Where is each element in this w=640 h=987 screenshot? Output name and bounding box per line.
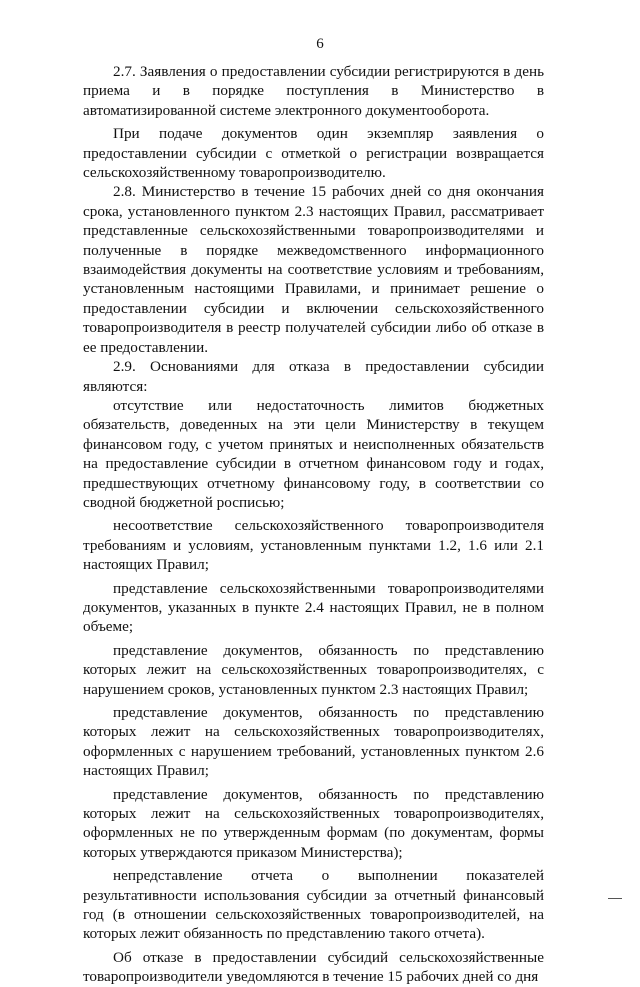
refusal-reason-budget-limits: отсутствие или недостаточность лимитов бюджетных обязательств, доведенных на эти цели Министерству в текущем финансовом году, с учетом принятых и неисполненных обязательств на предоставление субсидии в отчетном финансовом году и годах, предшествующих отчетному финансовому году, в соответствии со сводной бюджетной росписью; (83, 396, 544, 511)
refusal-reason-improper-format: представление документов, обязанность по представлению которых лежит на сельскохозяйственных товаропроизводителях, оформленных с нарушением требований, установленных пунктом 2.6 настоящих Правил; (83, 704, 544, 780)
paragraph-2-7: 2.7. Заявления о предоставлении субсидии регистрируются в день приема и в порядке поступления в Министерство в автоматизированной системе электронного документооборота. (83, 63, 544, 119)
paragraph-2-8: 2.8. Министерство в течение 15 рабочих дней со дня окончания срока, установленного пунктом 2.3 настоящих Правил, рассматривает представленные сельскохозяйственными товаропроизводителями и полученные в порядке межведомственного информационного взаимодействия документы на соответствие условиям и требованиям, установленным настоящими Правилами, и принимает решение о предоставлении субсидии и включении сельскохозяйственного товаропроизводителя в реестр получателей субсидии либо об отказе в ее предоставлении. (83, 183, 544, 356)
paragraph-refusal-notice: Об отказе в предоставлении субсидий сельскохозяйственные товаропроизводители уведомляются в течение 15 рабочих дней со дня (83, 948, 544, 986)
page-edge-mark (608, 898, 622, 899)
refusal-reason-unapproved-forms: представление документов, обязанность по представлению которых лежит на сельскохозяйственных товаропроизводителях, оформленных не по утвержденным формам (по документам, формы которых утверждаются приказом Министерства); (83, 785, 544, 861)
refusal-reason-incomplete-documents: представление сельскохозяйственными товаропроизводителями документов, указанных в пункте 2.4 настоящих Правил, не в полном объеме; (83, 579, 544, 636)
paragraph-2-9: 2.9. Основаниями для отказа в предоставлении субсидии являются: (83, 358, 544, 395)
paragraph-registration-copy: При подаче документов один экземпляр заявления о предоставлении субсидии с отметкой о регистрации возвращается сельскохозяйственному товаропроизводителю. (83, 125, 544, 182)
page-number: 6 (316, 36, 324, 52)
refusal-reason-missing-report: непредставление отчета о выполнении показателей результативности использования субсидии за отчетный финансовый год (в отношении сельскохозяйственных товаропроизводителей, на которых лежит обязанность по представлению такого отчета). (83, 867, 544, 943)
refusal-reason-late-submission: представление документов, обязанность по представлению которых лежит на сельскохозяйственных товаропроизводителях, с нарушением сроков, установленных пунктом 2.3 настоящих Правил; (83, 641, 544, 698)
document-body (83, 62, 544, 987)
refusal-reason-requirements: несоответствие сельскохозяйственного товаропроизводителя требованиям и условиям, установленным пунктами 1.2, 1.6 или 2.1 настоящих Правил; (83, 517, 544, 574)
